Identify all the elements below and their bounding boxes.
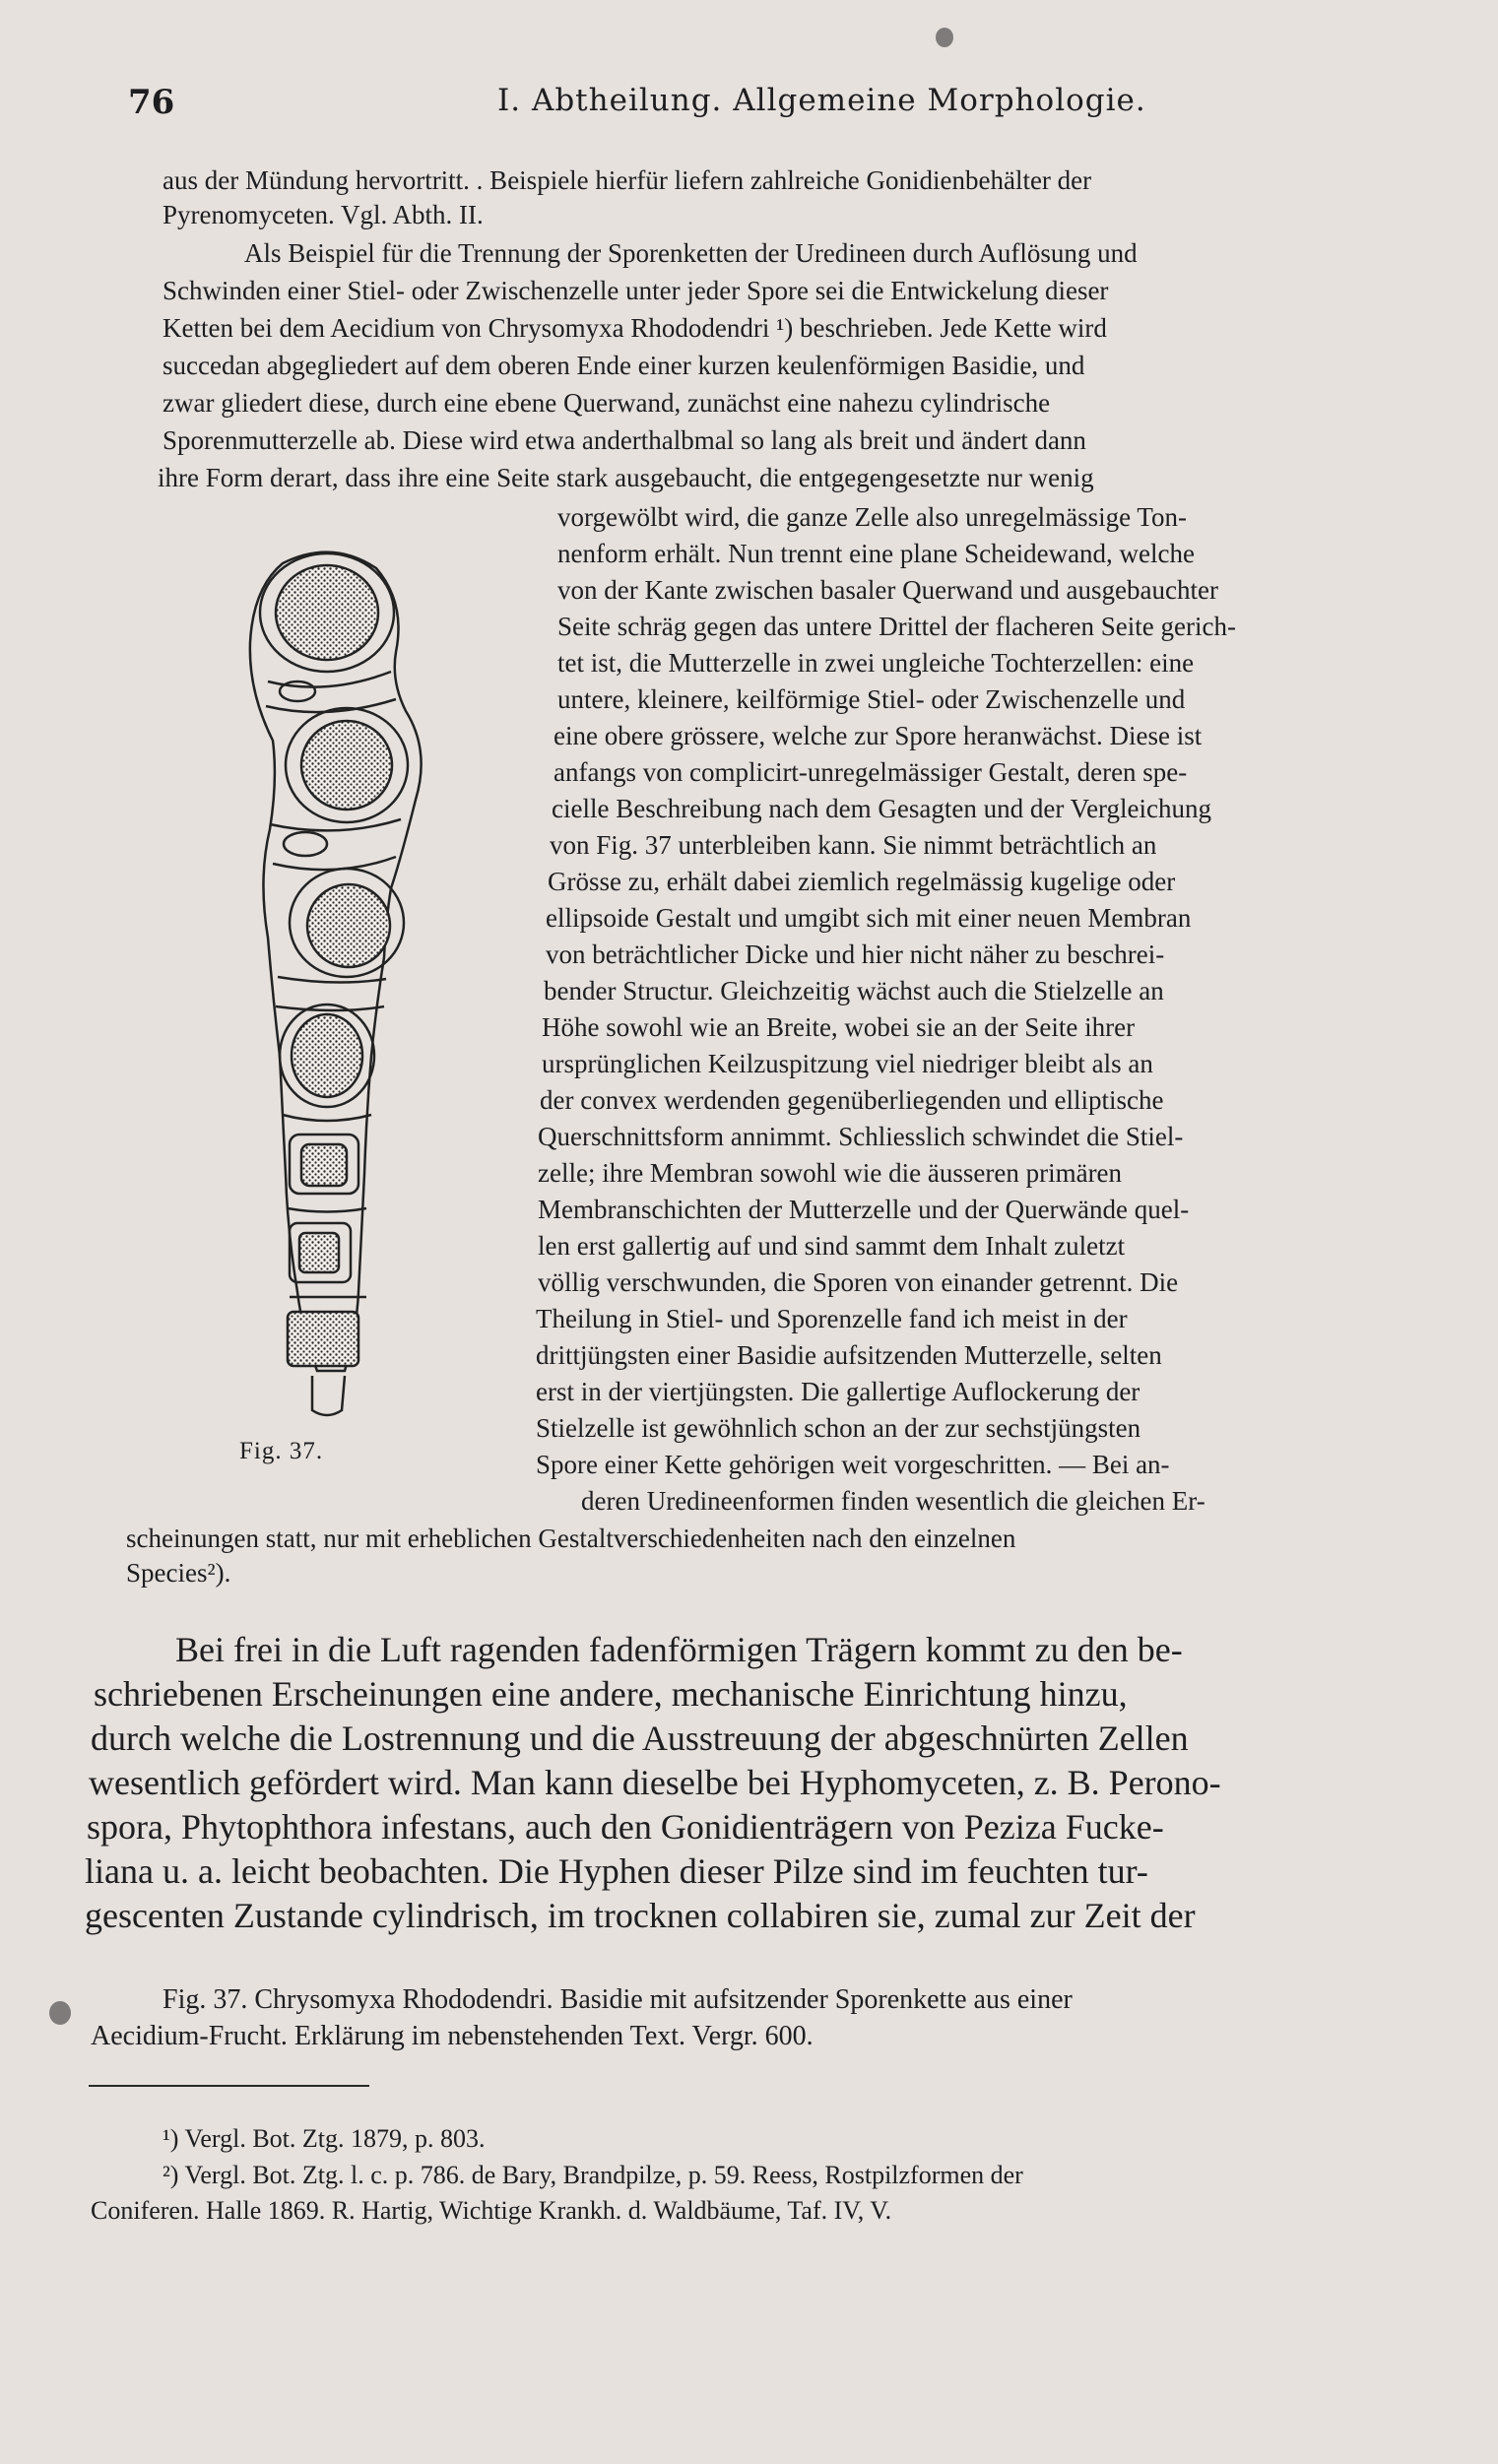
- text-line: von beträchtlicher Dicke und hier nicht näher zu beschrei-: [546, 940, 1165, 969]
- text-line: ellipsoide Gestalt und umgibt sich mit einer neuen Membran: [546, 903, 1192, 933]
- footnote: ²) Vergl. Bot. Ztg. l. c. p. 786. de Bary, Brandpilze, p. 59. Reess, Rostpilzformen der: [163, 2161, 1023, 2189]
- figure-label: Fig. 37.: [239, 1438, 324, 1464]
- text-line: aus der Mündung hervortritt. . Beispiele hierfür liefern zahlreiche Gonidienbehälter der: [163, 165, 1092, 195]
- text-line: cielle Beschreibung nach dem Gesagten und der Vergleichung: [552, 794, 1212, 823]
- text-line: wesentlich gefördert wird. Man kann dieselbe bei Hyphomyceten, z. B. Perono-: [89, 1763, 1221, 1802]
- ink-smudge: [936, 28, 953, 47]
- text-line: len erst gallertig auf und sind sammt dem Inhalt zuletzt: [538, 1231, 1126, 1261]
- text-line: Pyrenomyceten. Vgl. Abth. II.: [163, 200, 484, 229]
- text-line: drittjüngsten einer Basidie aufsitzenden Mutterzelle, selten: [536, 1340, 1162, 1370]
- text-line: eine obere grössere, welche zur Spore heranwächst. Diese ist: [554, 721, 1203, 750]
- text-line: zwar gliedert diese, durch eine ebene Querwand, zunächst eine nahezu cylindrische: [163, 388, 1051, 418]
- text-line: schriebenen Erscheinungen eine andere, mechanische Einrichtung hinzu,: [94, 1674, 1128, 1714]
- text-line: nenform erhält. Nun trennt eine plane Scheidewand, welche: [557, 539, 1195, 568]
- text-line: liana u. a. leicht beobachten. Die Hyphen dieser Pilze sind im feuchten tur-: [85, 1851, 1148, 1891]
- text-line: ihre Form derart, dass ihre eine Seite stark ausgebaucht, die entgegengesetzte nur wenig: [158, 463, 1094, 492]
- text-line: succedan abgegliedert auf dem oberen Ende einer kurzen keulenförmigen Basidie, und: [163, 351, 1085, 380]
- text-line: scheinungen statt, nur mit erheblichen Gestaltverschiedenheiten nach den einzelnen: [126, 1524, 1016, 1553]
- footnote: ¹) Vergl. Bot. Ztg. 1879, p. 803.: [163, 2124, 486, 2153]
- figure-37-spore-chain: [228, 544, 435, 1430]
- text-line: bender Structur. Gleichzeitig wächst auch die Stielzelle an: [544, 976, 1164, 1005]
- text-line: Schwinden einer Stiel- oder Zwischenzelle unter jeder Spore sei die Entwickelung dieser: [163, 276, 1109, 305]
- text-line: ursprünglichen Keilzuspitzung viel niedriger bleibt als an: [542, 1049, 1153, 1078]
- text-line: anfangs von complicirt-unregelmässiger Gestalt, deren spe-: [554, 757, 1188, 787]
- text-line: tet ist, die Mutterzelle in zwei ungleiche Tochterzellen: eine: [557, 648, 1195, 678]
- figure-caption-line: Fig. 37. Chrysomyxa Rhododendri. Basidie mit aufsitzender Sporenkette aus einer: [163, 1984, 1073, 2015]
- text-line: Stielzelle ist gewöhnlich schon an der zur sechstjüngsten: [536, 1413, 1141, 1443]
- text-line: zelle; ihre Membran sowohl wie die äusseren primären: [538, 1158, 1123, 1188]
- text-line: spora, Phytophthora infestans, auch den Gonidienträgern von Peziza Fucke-: [87, 1807, 1164, 1847]
- text-line: Höhe sowohl wie an Breite, wobei sie an der Seite ihrer: [542, 1012, 1136, 1042]
- text-line: von Fig. 37 unterbleiben kann. Sie nimmt beträchtlich an: [550, 830, 1157, 860]
- running-title: I. Abtheilung. Allgemeine Morphologie.: [497, 83, 1146, 118]
- page-number: 76: [128, 83, 175, 122]
- text-line: völlig verschwunden, die Sporen von einander getrennt. Die: [538, 1267, 1179, 1297]
- text-line: Ketten bei dem Aecidium von Chrysomyxa Rhododendri ¹) beschrieben. Jede Kette wird: [163, 313, 1107, 343]
- text-line: Grösse zu, erhält dabei ziemlich regelmässig kugelige oder: [548, 867, 1176, 896]
- text-line: Bei frei in die Luft ragenden fadenförmigen Trägern kommt zu den be-: [175, 1630, 1183, 1669]
- text-line: erst in der viertjüngsten. Die gallertige Auflockerung der: [536, 1377, 1140, 1406]
- figure-caption-line: Aecidium-Frucht. Erklärung im nebenstehenden Text. Vergr. 600.: [91, 2021, 814, 2051]
- text-line: Seite schräg gegen das untere Drittel der flacheren Seite gerich-: [557, 612, 1236, 641]
- text-line: Species²).: [126, 1558, 231, 1588]
- text-line: durch welche die Lostrennung und die Ausstreuung der abgeschnürten Zellen: [91, 1718, 1189, 1758]
- text-line: von der Kante zwischen basaler Querwand und ausgebauchter: [557, 575, 1218, 605]
- text-line: Sporenmutterzelle ab. Diese wird etwa anderthalbmal so lang als breit und ändert dann: [163, 425, 1086, 455]
- footnote: Coniferen. Halle 1869. R. Hartig, Wichtige Krankh. d. Waldbäume, Taf. IV, V.: [91, 2196, 892, 2225]
- text-line: gescenten Zustande cylindrisch, im trocknen collabiren sie, zumal zur Zeit der: [85, 1896, 1196, 1935]
- text-line: Spore einer Kette gehörigen weit vorgeschritten. — Bei an-: [536, 1450, 1170, 1479]
- text-line: untere, kleinere, keilförmige Stiel- oder Zwischenzelle und: [557, 684, 1186, 714]
- text-line: Membranschichten der Mutterzelle und der Querwände quel-: [538, 1195, 1190, 1224]
- text-line: Als Beispiel für die Trennung der Sporenketten der Uredineen durch Auflösung und: [244, 238, 1138, 268]
- text-line: Querschnittsform annimmt. Schliesslich schwindet die Stiel-: [538, 1122, 1184, 1151]
- footnote-rule: [89, 2085, 369, 2087]
- text-line: der convex werdenden gegenüberliegenden und elliptische: [540, 1085, 1164, 1115]
- ink-smudge: [49, 2001, 71, 2025]
- text-line: vorgewölbt wird, die ganze Zelle also unregelmässige Ton-: [557, 502, 1187, 532]
- text-line: Theilung in Stiel- und Sporenzelle fand ich meist in der: [536, 1304, 1128, 1333]
- text-line: deren Uredineenformen finden wesentlich die gleichen Er-: [581, 1486, 1205, 1516]
